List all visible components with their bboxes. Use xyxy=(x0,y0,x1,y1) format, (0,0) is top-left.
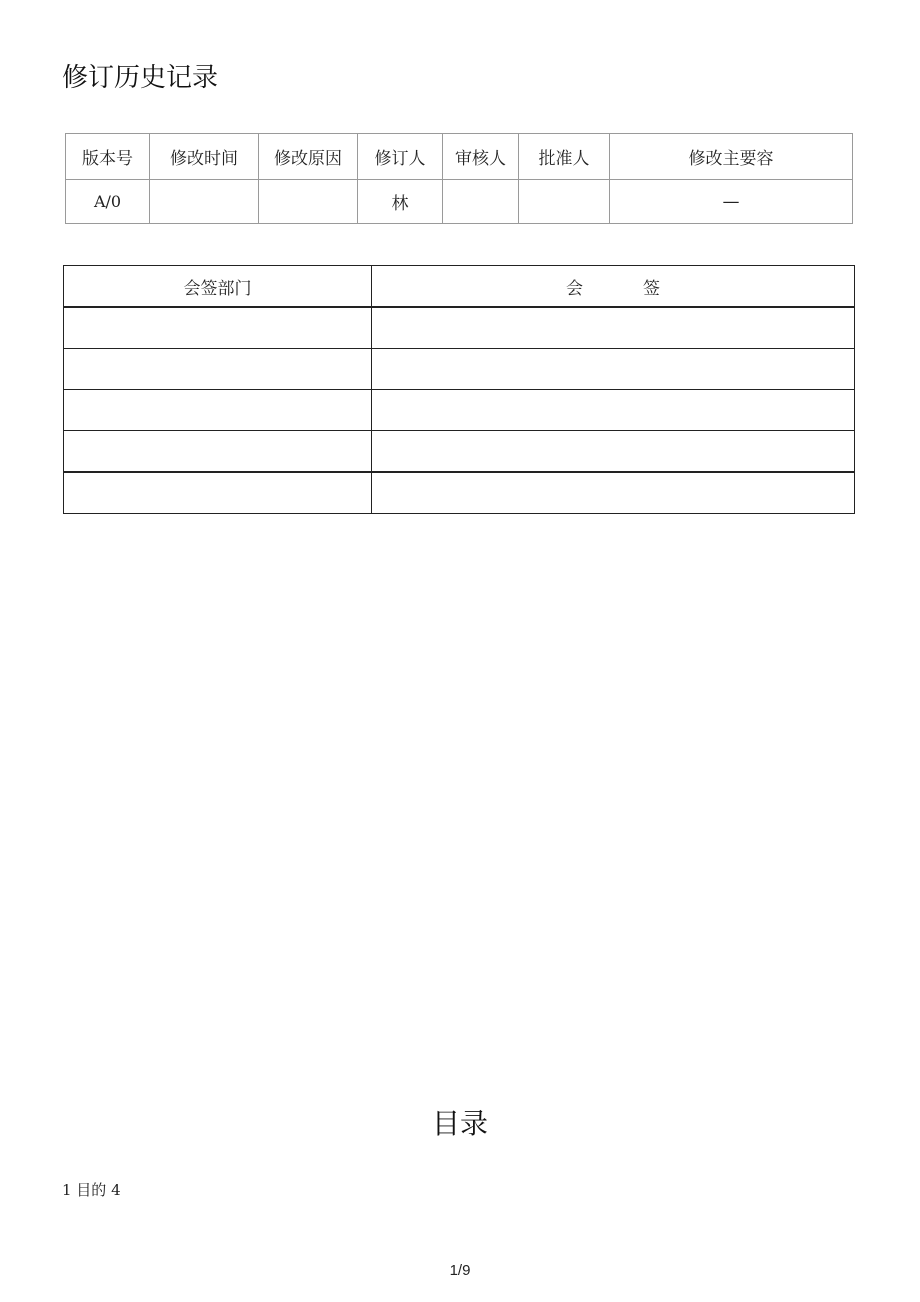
toc-entry[interactable]: 1 目的 4 xyxy=(62,1181,121,1199)
cell-modify-time xyxy=(150,180,259,224)
header-version: 版本号 xyxy=(66,134,150,180)
cell-reviser: 林 xyxy=(358,180,443,224)
header-countersign-part1: 会 xyxy=(566,278,583,299)
cell-department[interactable] xyxy=(64,307,372,349)
cell-modify-reason xyxy=(259,180,358,224)
cell-approver xyxy=(519,180,610,224)
cell-signature[interactable] xyxy=(372,349,855,390)
header-main-content: 修改主要容 xyxy=(610,134,853,180)
header-modify-time: 修改时间 xyxy=(150,134,259,180)
cell-signature[interactable] xyxy=(372,431,855,473)
cell-signature[interactable] xyxy=(372,390,855,431)
header-countersign xyxy=(372,266,855,308)
table-row xyxy=(64,349,855,390)
page-number: 1/9 xyxy=(449,1262,471,1279)
cell-department[interactable] xyxy=(64,390,372,431)
cell-reviewer xyxy=(443,180,519,224)
countersign-table xyxy=(63,265,855,514)
header-countersign-part2: 签 xyxy=(643,278,660,299)
countersign-header-row xyxy=(64,266,855,308)
cell-department[interactable] xyxy=(64,472,372,514)
header-countersign-department: 会签部门 xyxy=(64,266,372,308)
revision-header-row xyxy=(66,134,853,180)
header-reviewer: 审核人 xyxy=(443,134,519,180)
header-approver: 批准人 xyxy=(519,134,610,180)
cell-main-content: — xyxy=(610,180,853,224)
header-reviser: 修订人 xyxy=(358,134,443,180)
cell-department[interactable] xyxy=(64,349,372,390)
cell-department[interactable] xyxy=(64,431,372,473)
table-row xyxy=(64,431,855,473)
table-row xyxy=(64,307,855,349)
cell-signature[interactable] xyxy=(372,472,855,514)
toc-title: 目录 xyxy=(431,1107,488,1140)
table-row xyxy=(66,180,853,224)
revision-history-table xyxy=(65,133,853,224)
header-modify-reason: 修改原因 xyxy=(259,134,358,180)
document-title: 修订历史记录 xyxy=(62,63,219,93)
table-row xyxy=(64,390,855,431)
cell-signature[interactable] xyxy=(372,307,855,349)
table-row xyxy=(64,472,855,514)
cell-version: A/0 xyxy=(66,180,150,224)
